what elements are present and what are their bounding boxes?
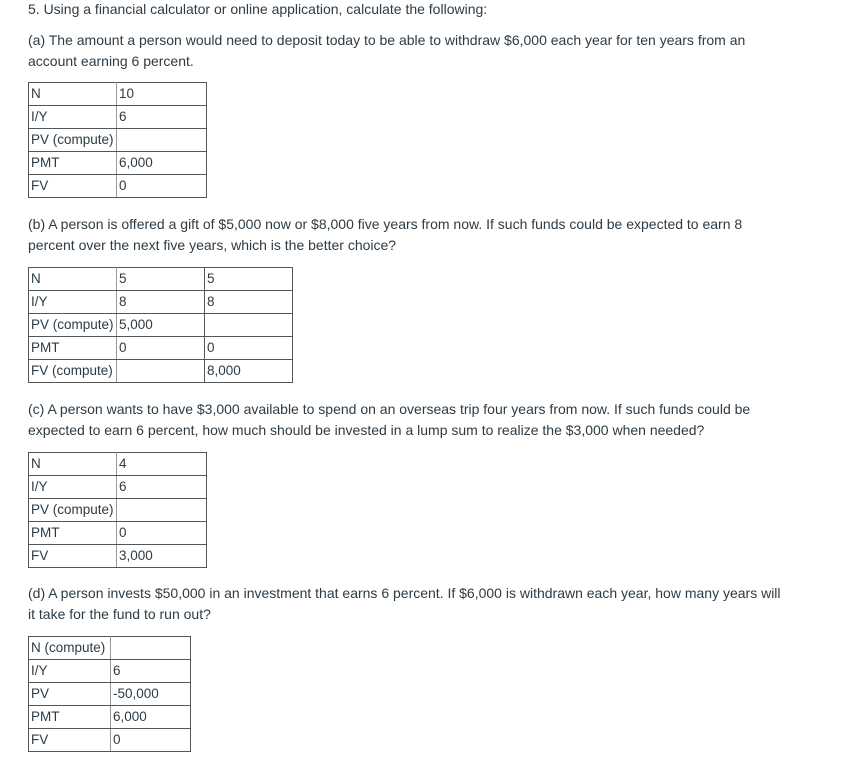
value-cell: 6 [117,106,207,129]
variable-label: N (compute) [29,637,111,660]
calc-table-a [28,82,207,198]
calc-table-b [28,267,293,383]
table-row [29,545,207,568]
value-cell: 6,000 [111,706,191,729]
variable-label: FV [29,729,111,752]
value-cell: -50,000 [111,683,191,706]
table-row [29,291,293,314]
calc-table-c [28,452,207,568]
variable-label: N [29,268,117,291]
variable-label: PV (compute) [29,314,117,337]
table-row [29,660,191,683]
table-row [29,499,207,522]
table-row [29,175,207,198]
table-row [29,314,293,337]
value-cell: 8,000 [205,360,293,383]
value-cell: 5 [205,268,293,291]
table-row [29,476,207,499]
value-cell: 6,000 [117,152,207,175]
table-row [29,152,207,175]
value-cell: 8 [117,291,205,314]
value-cell: 6 [117,476,207,499]
variable-label: I/Y [29,291,117,314]
table-row [29,83,207,106]
variable-label: PMT [29,522,117,545]
variable-label: I/Y [29,660,111,683]
variable-label: N [29,83,117,106]
value-cell: 6 [111,660,191,683]
value-cell [117,360,205,383]
value-cell: 0 [111,729,191,752]
variable-label: PMT [29,337,117,360]
table-row [29,683,191,706]
value-cell [111,637,191,660]
question-c: (c) A person wants to have $3,000 available to spend on an overseas trip four years from now. If such funds could be expected to earn 6 percent, how much should be invested in a lump sum to realize the $3,000 when needed? [28,401,751,438]
value-cell [117,499,207,522]
question-a: (a) The amount a person would need to deposit today to be able to withdraw $6,000 each year for ten years from an account earning 6 percent. [28,32,746,69]
table-row [29,337,293,360]
value-cell: 0 [205,337,293,360]
value-cell: 3,000 [117,545,207,568]
variable-label: N [29,453,117,476]
variable-label: I/Y [29,476,117,499]
table-row [29,706,191,729]
table-row [29,453,207,476]
value-cell: 0 [117,337,205,360]
table-row [29,637,191,660]
value-cell: 0 [117,522,207,545]
value-cell: 5 [117,268,205,291]
value-cell [117,129,207,152]
value-cell: 5,000 [117,314,205,337]
table-row [29,106,207,129]
table-row [29,360,293,383]
value-cell: 8 [205,291,293,314]
value-cell: 10 [117,83,207,106]
variable-label: FV (compute) [29,360,117,383]
table-row [29,522,207,545]
problem-heading: 5. Using a financial calculator or online application, calculate the following: [28,1,488,17]
variable-label: PV (compute) [29,129,117,152]
table-row [29,729,191,752]
value-cell [205,314,293,337]
value-cell: 4 [117,453,207,476]
question-d: (d) A person invests $50,000 in an investment that earns 6 percent. If $6,000 is withdrawn each year, how many years will it take for the fund to run out? [28,585,781,622]
variable-label: PV [29,683,111,706]
variable-label: I/Y [29,106,117,129]
variable-label: FV [29,175,117,198]
question-b: (b) A person is offered a gift of $5,000 now or $8,000 five years from now. If such funds could be expected to earn 8 percent over the next five years, which is the better choice? [28,216,743,253]
calc-table-d [28,636,191,752]
variable-label: PMT [29,152,117,175]
variable-label: PV (compute) [29,499,117,522]
variable-label: FV [29,545,117,568]
variable-label: PMT [29,706,111,729]
value-cell: 0 [117,175,207,198]
table-row [29,129,207,152]
table-row [29,268,293,291]
